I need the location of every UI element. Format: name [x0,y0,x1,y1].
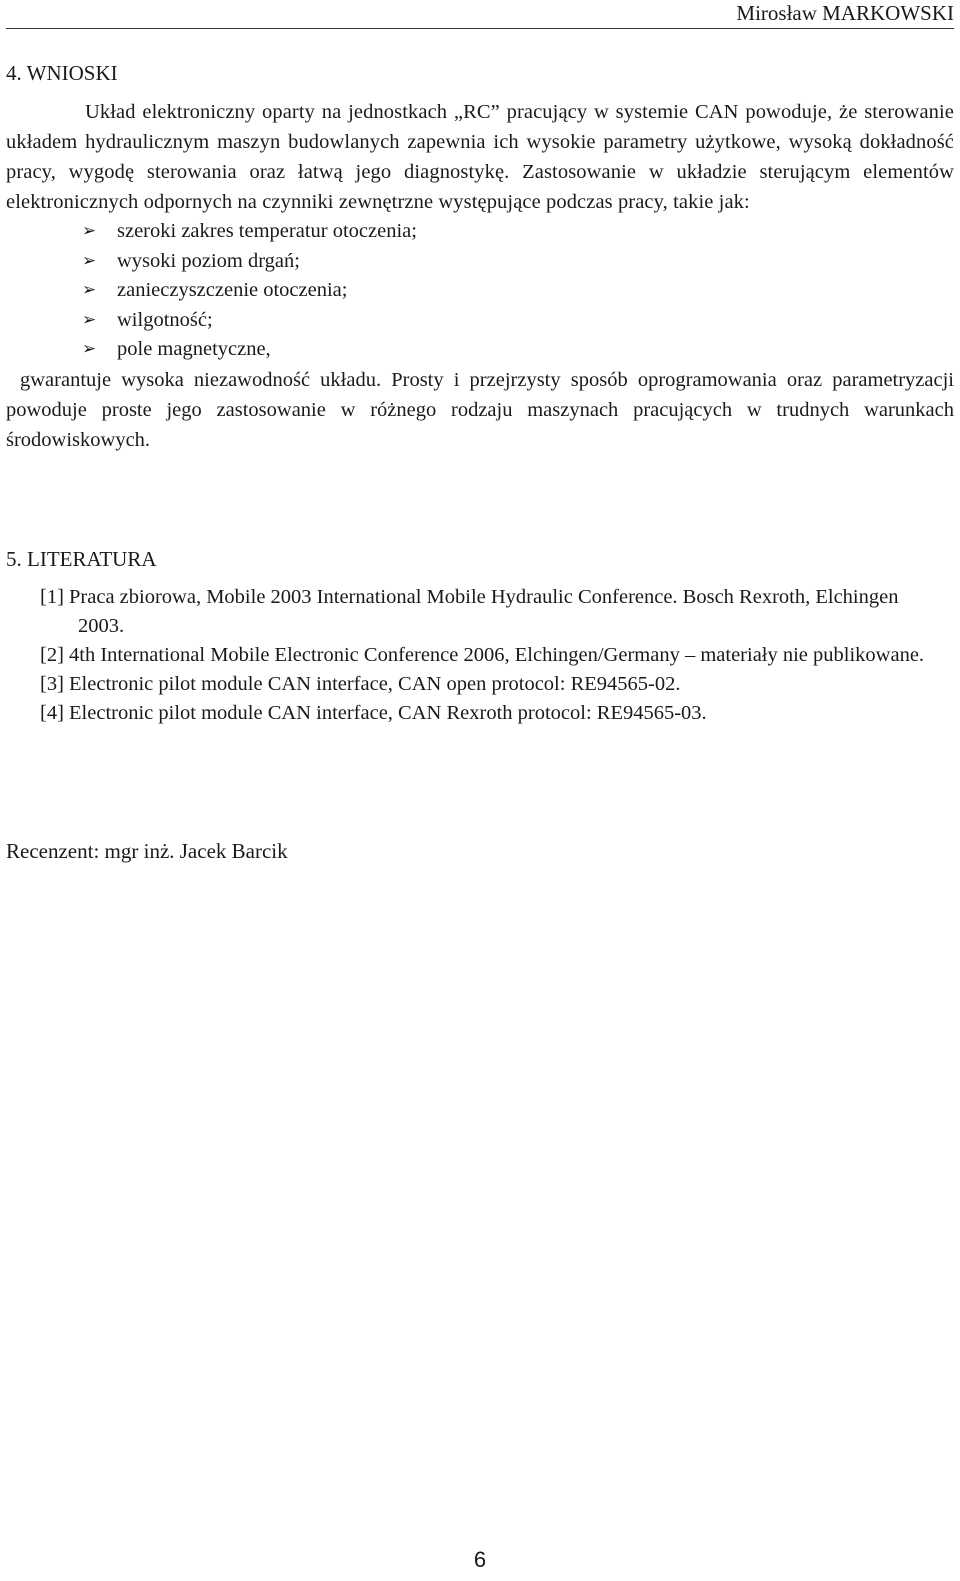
arrowhead-bullet-icon: ➢ [82,339,97,359]
list-item [82,276,954,306]
reviewer-line: Recenzent: mgr inż. Jacek Barcik [6,839,288,863]
running-header-author: Mirosław MARKOWSKI [736,1,954,25]
arrowhead-bullet-icon: ➢ [82,280,97,300]
header-rule [6,28,954,29]
reference-list [40,583,945,728]
list-item-text: wilgotność; [117,308,213,331]
conditions-list [6,217,954,365]
list-item-text: wysoki poziom drgań; [117,249,300,272]
conclusions-body [6,97,954,455]
reference-item: [3] Electronic pilot module CAN interface, CAN open protocol: RE94565-02. [40,673,681,695]
section-heading-conclusions: 4. WNIOSKI [6,61,118,85]
conclusions-paragraph-1: Układ elektroniczny oparty na jednostkach „RC” pracujący w systemie CAN powoduje, że sterowanie układem hydraulicznym maszyn budowlanych zapewnia ich wysokie parametry użytkowe, wysoką dokładność pracy, wygodę sterowania oraz łatwą jego diagnostykę. Zastosowanie w układzie sterującym elementów elektronicznych odpornych na czynniki zewnętrzne występujące podczas pracy, takie jak: [6,101,954,213]
arrowhead-bullet-icon: ➢ [82,221,97,241]
reference-item: [4] Electronic pilot module CAN interface, CAN Rexroth protocol: RE94565-03. [40,702,707,724]
section-heading-literature: 5. LITERATURA [6,547,157,571]
arrowhead-bullet-icon: ➢ [82,250,97,271]
list-item [82,217,954,247]
reference-item: [1] Praca zbiorowa, Mobile 2003 International Mobile Hydraulic Conference. Bosch Rexroth, Elchingen 2003. [40,586,899,637]
page-number: 6 [473,1547,487,1572]
list-item-text: pole magnetyczne, [117,338,271,360]
conclusions-paragraph-2: gwarantuje wysoka niezawodność układu. Prosty i przejrzysty sposób oprogramowania oraz parametryzacji powoduje proste jego zastosowanie w różnego rodzaju maszynach pracujących w trudnych warunkach środowiskowych. [6,368,954,451]
arrowhead-bullet-icon: ➢ [82,309,97,330]
list-item-text: zanieczyszczenie otoczenia; [117,279,348,301]
list-item [82,247,954,277]
list-item-text: szeroki zakres temperatur otoczenia; [117,220,417,242]
reference-item: [2] 4th International Mobile Electronic Conference 2006, Elchingen/Germany – materiały nie publikowane. [40,644,925,666]
list-item [82,306,954,336]
list-item [82,335,954,365]
